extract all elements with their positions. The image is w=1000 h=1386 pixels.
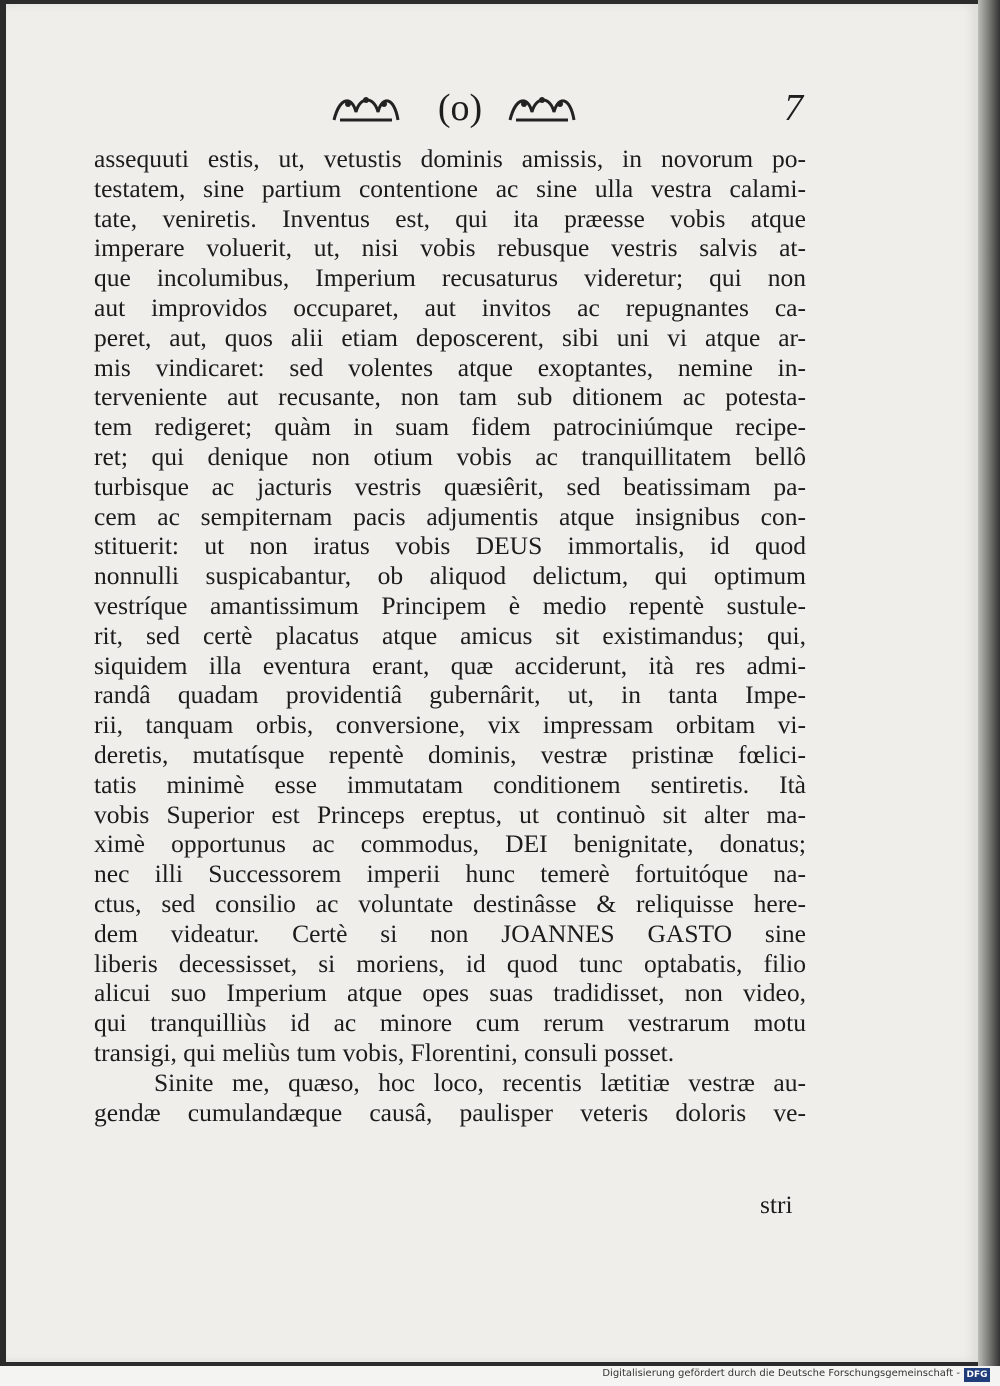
- text-line: peret, aut, quos alii etiam deposcerent, sibi uni vi atque ar-: [94, 322, 806, 352]
- text-line: assequuti estis, ut, vetustis dominis amissis, in novorum po-: [94, 144, 806, 173]
- text-line: aut improvidos occuparet, aut invitos ac repugnantes ca-: [94, 292, 806, 322]
- text-line: randâ quadam providentiâ gubernârit, ut, in tanta Impe-: [94, 680, 806, 710]
- text-line: liberis decessisset, si moriens, id quod tunc optabatis, filio: [94, 948, 806, 978]
- text-line: rit, sed certè placatus atque amicus sit existimandus; qui,: [94, 620, 806, 650]
- text-line: rii, tanquam orbis, conversione, vix impressam orbitam vi-: [94, 710, 806, 740]
- text-line: siquidem illa eventura erant, quæ acciderunt, ità res admi-: [94, 650, 806, 680]
- text-line: turbisque ac jacturis vestris quæsiêrit, sed beatissimam pa-: [94, 471, 806, 501]
- text-line: tem redigeret; quàm in suam fidem patrociniúmque recipe-: [94, 412, 806, 442]
- text-line: nec illi Successorem imperii hunc temerè fortuitóque na-: [94, 859, 806, 889]
- text-line: cem ac sempiternam pacis adjumentis atque insignibus con-: [94, 501, 806, 531]
- text-line: mis vindicaret: sed volentes atque exoptantes, nemine in-: [94, 352, 806, 382]
- text-line: vestríque amantissimum Principem è medio repentè sustule-: [94, 590, 806, 620]
- text-line: dem videatur. Certè si non JOANNES GASTO sine: [94, 918, 806, 948]
- text-line: qui tranquilliùs id ac minore cum rerum vestrarum motu: [94, 1008, 806, 1038]
- text-line: testatem, sine partium contentione ac sine ulla vestra calami-: [94, 173, 806, 203]
- text-line: ret; qui denique non otium vobis ac tranquillitatem bellô: [94, 441, 806, 471]
- text-line: vobis Superior est Princeps ereptus, ut continuò sit alter ma-: [94, 799, 806, 829]
- fleuron-ornament-icon: [506, 90, 578, 126]
- header-mark: (o): [437, 87, 483, 129]
- text-line: tate, veniretis. Inventus est, qui ita præesse vobis atque: [94, 203, 806, 233]
- text-line: transigi, qui meliùs tum vobis, Florentini, consuli posset.: [94, 1037, 675, 1067]
- text-line: stituerit: ut non iratus vobis DEUS immortalis, id quod: [94, 531, 806, 561]
- dfg-logo: DFG: [964, 1368, 990, 1382]
- text-line: gendæ cumulandæque causâ, paulisper veteris doloris ve-: [94, 1097, 806, 1127]
- text-line: Sinite me, quæso, hoc loco, recentis lætitiæ vestræ au-: [154, 1067, 806, 1097]
- page-number: 7: [784, 87, 803, 129]
- text-line: nonnulli suspicabantur, ob aliquod delictum, qui optimum: [94, 561, 806, 591]
- text-line: ctus, sed consilio ac voluntate destinâsse & reliquisse here-: [94, 888, 806, 918]
- catchword: stri: [760, 1190, 793, 1219]
- running-header: [6, 86, 978, 136]
- funding-credit: Digitalisierung gefördert durch die Deutsche Forschungsgemeinschaft -: [602, 1368, 960, 1379]
- body-text: [94, 144, 806, 1127]
- text-line: imperare voluerit, ut, nisi vobis rebusque vestris salvis at-: [94, 233, 806, 263]
- text-line: terveniente aut recusante, non tam sub ditionem ac potesta-: [94, 382, 806, 412]
- text-line: tatis minimè esse immutatam conditionem sentiretis. Ità: [94, 769, 806, 799]
- scanner-edge-shadow: [978, 0, 1000, 1366]
- fleuron-ornament-icon: [330, 90, 402, 126]
- text-line: alicui suo Imperium atque opes suas tradidisset, non video,: [94, 978, 806, 1008]
- book-page: [6, 4, 978, 1362]
- text-line: que incolumibus, Imperium recusaturus videretur; qui non: [94, 263, 806, 293]
- text-line: deretis, mutatísque repentè dominis, vestræ pristinæ fœlici-: [94, 739, 806, 769]
- text-line: ximè opportunus ac commodus, DEI benignitate, donatus;: [94, 829, 806, 859]
